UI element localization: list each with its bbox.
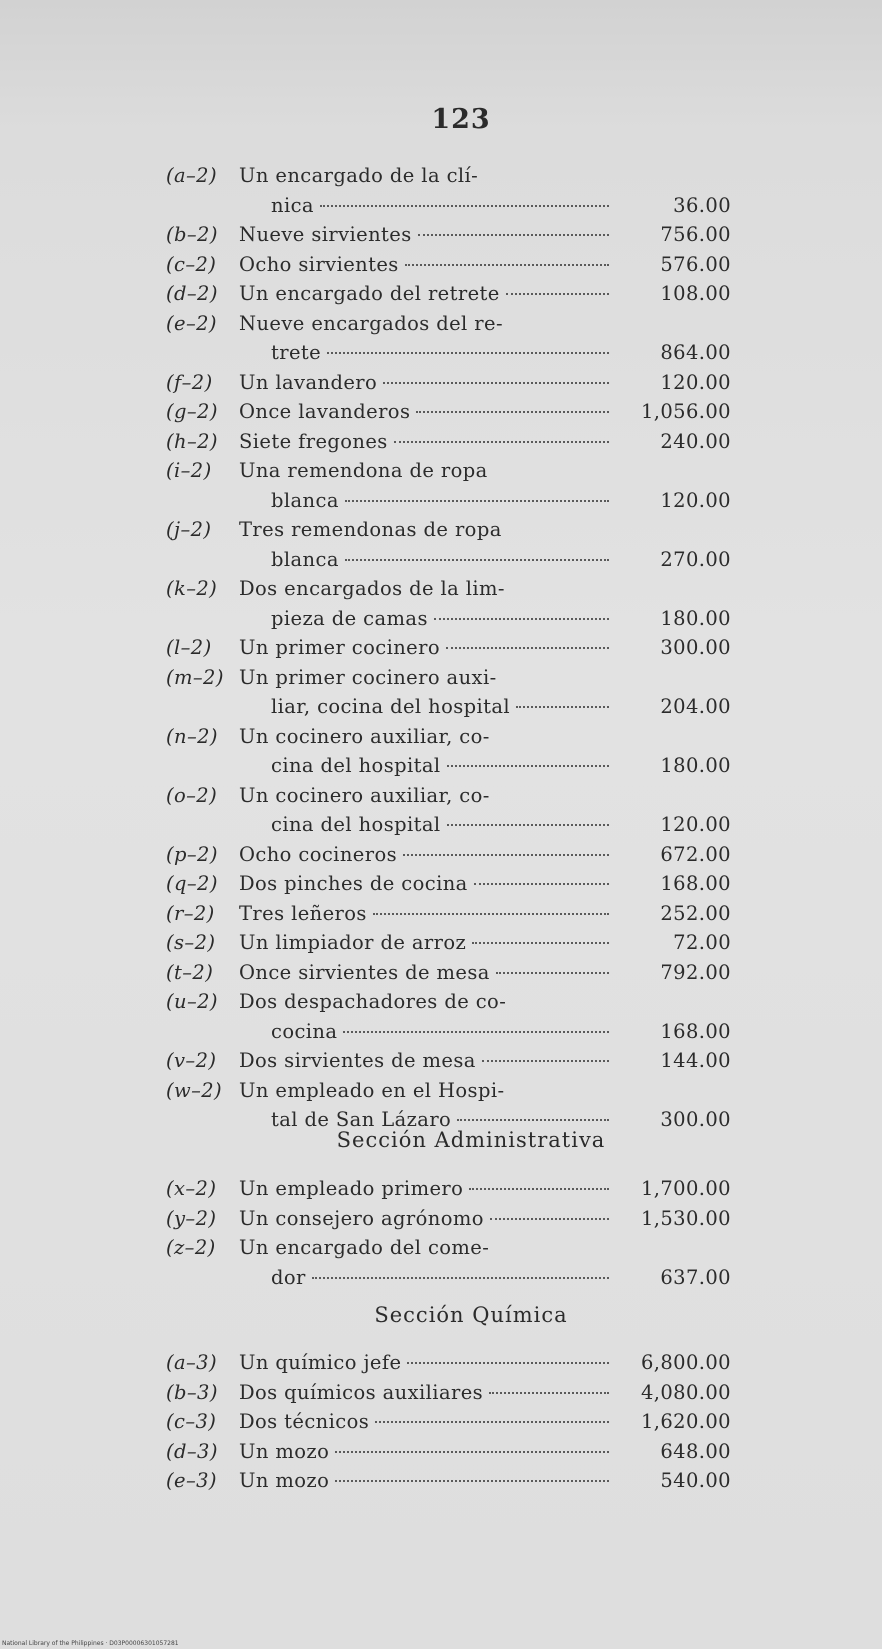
entry-code: (e–3) [166, 1469, 217, 1492]
entry-description: Un encargado del come- [239, 1236, 490, 1259]
section-heading-quimica: Sección Química [374, 1303, 568, 1327]
entry-description: Un limpiador de arroz [239, 931, 467, 954]
budget-entry [166, 1348, 731, 1378]
entry-amount: 72.00 [673, 931, 731, 954]
library-credit: National Library of the Philippines · D03P00006301057281 [2, 1640, 179, 1647]
dot-leader [416, 411, 609, 413]
entry-description: Siete fregones [239, 429, 388, 453]
entry-amount: 180.00 [660, 606, 731, 630]
entry-amount: 252.00 [660, 901, 731, 925]
entry-amount: 120.00 [660, 813, 731, 836]
entry-description: Un mozo [239, 1439, 330, 1463]
entry-amount: 180.00 [660, 754, 731, 777]
budget-entry [166, 633, 731, 663]
budget-entry [166, 368, 731, 398]
entry-amount: 1,056.00 [640, 400, 731, 423]
entry-description: Dos sirvientes de mesa [239, 1049, 476, 1072]
entry-description: Once sirvientes de mesa [239, 960, 490, 984]
entry-amount: 576.00 [660, 252, 731, 276]
budget-entry [166, 220, 731, 250]
budget-entry [166, 1466, 731, 1496]
section-main-list [166, 161, 731, 1135]
budget-entry [166, 1046, 731, 1076]
dot-leader [335, 1451, 609, 1453]
entry-code: (l–2) [166, 636, 212, 659]
entry-code: (h–2) [166, 429, 218, 453]
budget-entry [166, 781, 731, 840]
entry-description: Un encargado del retrete [239, 282, 500, 305]
budget-entry [166, 574, 731, 633]
entry-description: trete [271, 341, 322, 364]
dot-leader [489, 1392, 609, 1394]
entry-code: (b–2) [166, 223, 218, 246]
dot-leader [447, 824, 609, 826]
entry-description: tal de San Lázaro [271, 1108, 452, 1131]
dot-leader [516, 706, 609, 708]
dot-leader [434, 618, 609, 620]
entry-description: Un consejero agrónomo [239, 1206, 484, 1230]
dot-leader [373, 913, 609, 915]
budget-entry [166, 840, 731, 870]
entry-code: (d–2) [166, 282, 218, 305]
entry-amount: 300.00 [660, 1108, 731, 1131]
dot-leader [457, 1119, 609, 1121]
entry-amount: 756.00 [660, 223, 731, 246]
entry-amount: 144.00 [660, 1049, 731, 1072]
entry-code: (d–3) [166, 1439, 218, 1463]
entry-description: Dos encargados de la lim- [239, 577, 505, 600]
dot-leader [375, 1421, 609, 1423]
entry-description: Tres leñeros [239, 901, 367, 925]
entry-description: Un encargado de la clí- [239, 164, 479, 187]
dot-leader [447, 765, 609, 767]
entry-code: (z–2) [166, 1236, 216, 1259]
dot-leader [418, 234, 609, 236]
entry-code: (o–2) [166, 783, 218, 807]
dot-leader [343, 1031, 609, 1033]
dot-leader [407, 1362, 609, 1364]
entry-description: blanca [271, 547, 339, 571]
entry-amount: 1,530.00 [640, 1206, 731, 1230]
entry-description: cina del hospital [271, 813, 441, 836]
entry-description: Dos químicos auxiliares [239, 1380, 484, 1404]
budget-entry [166, 1378, 731, 1408]
entry-amount: 168.00 [660, 1019, 731, 1043]
entry-amount: 168.00 [660, 872, 731, 895]
dot-leader [474, 883, 609, 885]
entry-amount: 120.00 [660, 488, 731, 512]
entry-code: (t–2) [166, 960, 214, 984]
entry-code: (n–2) [166, 724, 218, 748]
dot-leader [383, 382, 609, 384]
entry-code: (m–2) [166, 665, 224, 689]
budget-entry [166, 899, 731, 929]
entry-code: (w–2) [166, 1078, 223, 1102]
entry-description: Dos despachadores de co- [239, 990, 507, 1013]
entry-description: Nueve encargados del re- [239, 311, 503, 335]
entry-amount: 270.00 [660, 547, 731, 571]
entry-code: (x–2) [166, 1177, 217, 1200]
budget-entry [166, 427, 731, 457]
budget-entry [166, 456, 731, 515]
entry-description: Once lavanderos [239, 400, 411, 423]
entry-code: (v–2) [166, 1049, 217, 1072]
entry-description: cina del hospital [271, 754, 441, 777]
dot-leader [506, 293, 609, 295]
section-administrativa-list [166, 1174, 731, 1292]
entry-amount: 300.00 [660, 636, 731, 659]
budget-entry [166, 397, 731, 427]
dot-leader [335, 1480, 609, 1482]
entry-code: (f–2) [166, 370, 213, 394]
entry-code: (r–2) [166, 901, 215, 925]
entry-code: (i–2) [166, 459, 212, 482]
entry-code: (g–2) [166, 400, 218, 423]
dot-leader [312, 1277, 609, 1279]
dot-leader [490, 1218, 609, 1220]
entry-amount: 540.00 [660, 1469, 731, 1492]
entry-amount: 672.00 [660, 842, 731, 866]
entry-description: nica [271, 193, 314, 217]
entry-description: cocina [271, 1019, 338, 1043]
entry-amount: 864.00 [660, 341, 731, 364]
entry-description: pieza de camas [271, 606, 428, 630]
entry-description: Un primer cocinero [239, 636, 440, 659]
budget-entry [166, 1174, 731, 1204]
section-quimica-list [166, 1348, 731, 1496]
entry-description: Un cocinero auxiliar, co- [239, 724, 490, 748]
entry-description: Tres remendonas de ropa [239, 518, 502, 541]
entry-description: Una remendona de ropa [239, 459, 488, 482]
dot-leader [327, 352, 609, 354]
entry-code: (p–2) [166, 842, 218, 866]
entry-code: (y–2) [166, 1206, 217, 1230]
budget-entry [166, 1076, 731, 1135]
entry-code: (a–3) [166, 1351, 217, 1374]
entry-amount: 792.00 [660, 960, 731, 984]
entry-description: Un empleado primero [239, 1177, 464, 1200]
entry-description: Un químico jefe [239, 1351, 402, 1374]
entry-amount: 1,620.00 [640, 1410, 731, 1433]
entry-description: Un cocinero auxiliar, co- [239, 783, 490, 807]
budget-entry [166, 250, 731, 280]
entry-amount: 6,800.00 [640, 1351, 731, 1374]
entry-code: (s–2) [166, 931, 216, 954]
entry-amount: 108.00 [660, 282, 731, 305]
entry-description: Dos técnicos [239, 1410, 370, 1433]
dot-leader [496, 972, 609, 974]
budget-entry [166, 515, 731, 574]
entry-amount: 240.00 [660, 429, 731, 453]
entry-code: (b–3) [166, 1380, 218, 1404]
entry-code: (j–2) [166, 518, 212, 541]
entry-description: Un primer cocinero auxi- [239, 665, 497, 689]
entry-description: liar, cocina del hospital [271, 695, 511, 718]
budget-entry [166, 928, 731, 958]
entry-description: Un lavandero [239, 370, 378, 394]
entry-code: (c–2) [166, 252, 217, 276]
entry-amount: 4,080.00 [640, 1380, 731, 1404]
entry-code: (a–2) [166, 164, 217, 187]
entry-code: (e–2) [166, 311, 217, 335]
budget-entry [166, 1204, 731, 1234]
budget-entry [166, 722, 731, 781]
dot-leader [482, 1060, 609, 1062]
section-heading-administrativa: Sección Administrativa [336, 1128, 606, 1152]
entry-code: (k–2) [166, 577, 218, 600]
entry-amount: 120.00 [660, 370, 731, 394]
entry-amount: 637.00 [660, 1265, 731, 1289]
budget-entry [166, 958, 731, 988]
budget-entry [166, 987, 731, 1046]
entry-description: dor [271, 1265, 306, 1289]
page-number: 123 [431, 104, 491, 135]
entry-description: Un empleado en el Hospi- [239, 1078, 505, 1102]
budget-entry [166, 309, 731, 368]
budget-entry [166, 663, 731, 722]
entry-description: blanca [271, 488, 339, 512]
entry-amount: 204.00 [660, 695, 731, 718]
dot-leader [320, 205, 609, 207]
entry-amount: 1,700.00 [640, 1177, 731, 1200]
entry-description: Dos pinches de cocina [239, 872, 468, 895]
dot-leader [469, 1188, 609, 1190]
dot-leader [403, 854, 609, 856]
budget-entry [166, 279, 731, 309]
budget-entry [166, 1233, 731, 1292]
budget-entry [166, 1437, 731, 1467]
budget-entry [166, 869, 731, 899]
entry-description: Ocho cocineros [239, 842, 397, 866]
budget-entry [166, 1407, 731, 1437]
entry-code: (c–3) [166, 1410, 217, 1433]
entry-description: Nueve sirvientes [239, 223, 412, 246]
dot-leader [405, 264, 609, 266]
entry-description: Un mozo [239, 1469, 330, 1492]
entry-code: (q–2) [166, 872, 218, 895]
dot-leader [446, 647, 609, 649]
entry-code: (u–2) [166, 990, 218, 1013]
entry-amount: 36.00 [673, 193, 731, 217]
entry-amount: 648.00 [660, 1439, 731, 1463]
budget-entry [166, 161, 731, 220]
dot-leader [394, 441, 609, 443]
dot-leader [345, 559, 609, 561]
dot-leader [472, 942, 609, 944]
entry-description: Ocho sirvientes [239, 252, 399, 276]
dot-leader [345, 500, 609, 502]
